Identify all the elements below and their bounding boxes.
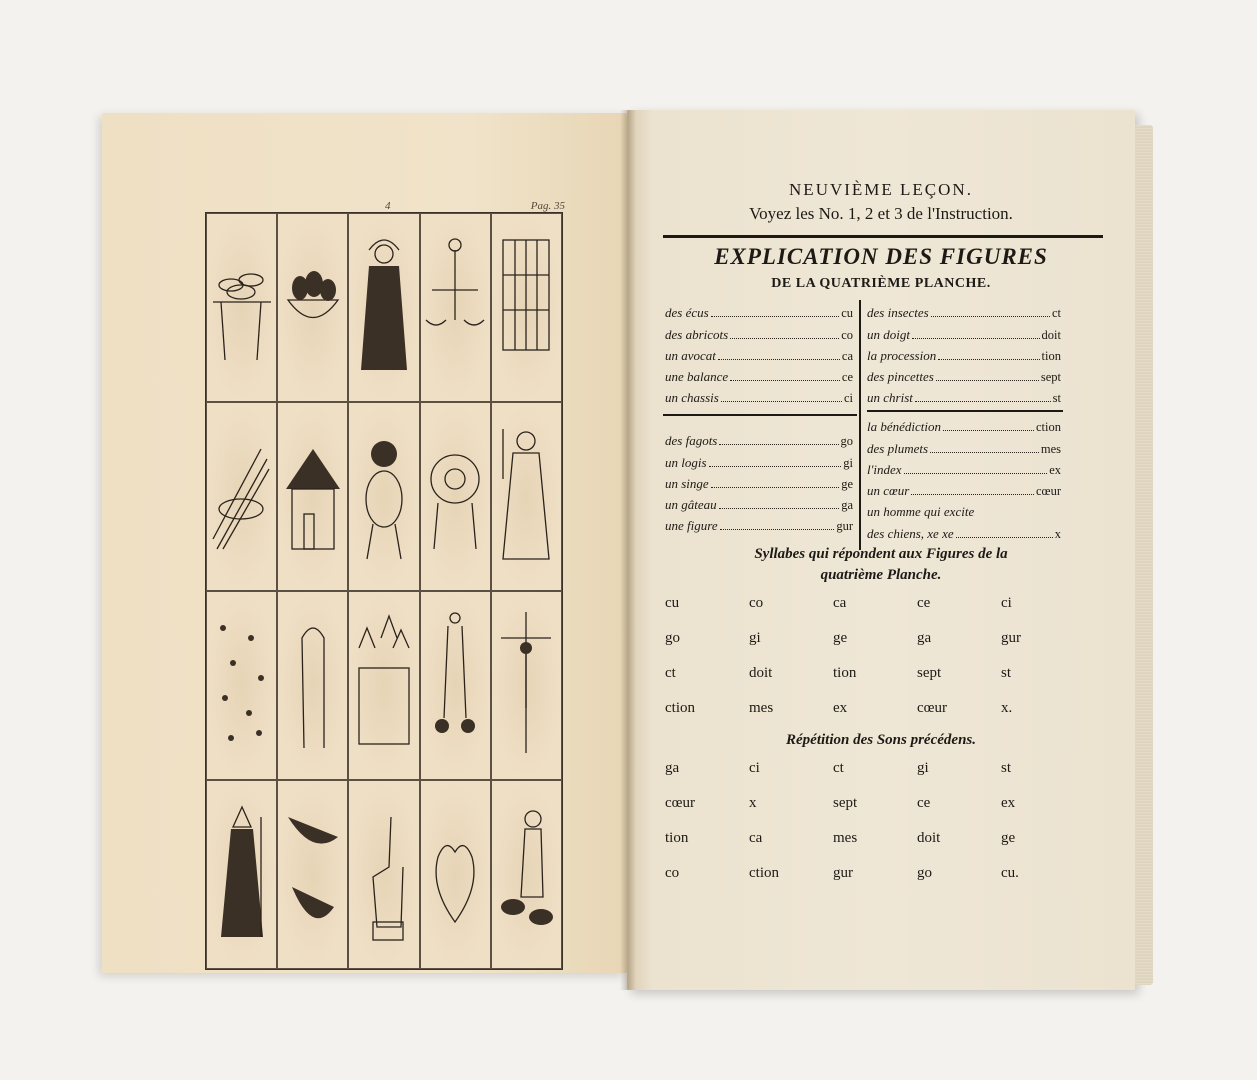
syllable-cell: cœur bbox=[665, 795, 695, 811]
open-book bbox=[100, 105, 1160, 985]
leader-dots bbox=[915, 401, 1051, 402]
figure-word: des abricots bbox=[665, 326, 729, 342]
leader-dots bbox=[943, 430, 1034, 431]
figure-syllable: ction bbox=[1036, 420, 1061, 435]
figure-list-b2 bbox=[867, 414, 1061, 542]
figure-syllable: ex bbox=[1049, 462, 1061, 477]
lesson-title: NEUVIÈME LEÇON. bbox=[789, 180, 973, 199]
figure-syllable: ct bbox=[1051, 306, 1061, 321]
plate-cell bbox=[491, 213, 562, 402]
syllable-cell: ga bbox=[665, 760, 680, 776]
figure-word: un doigt bbox=[867, 326, 910, 342]
figure-word: un singe bbox=[665, 475, 709, 491]
figure-syllable: gur bbox=[836, 519, 853, 534]
syllable-row bbox=[665, 830, 1085, 865]
house-icon bbox=[282, 419, 344, 574]
monkey-icon bbox=[353, 419, 415, 574]
syllables-title-line-2: quatrième Planche. bbox=[820, 567, 942, 583]
figure-syllable: x bbox=[1054, 526, 1061, 541]
figure-word: un chassis bbox=[665, 390, 719, 406]
figure-list-row bbox=[665, 449, 853, 470]
syllable-cell: st bbox=[1001, 665, 1012, 681]
figure-list-row bbox=[867, 364, 1061, 385]
leader-dots bbox=[720, 529, 835, 530]
figure-list-row bbox=[867, 435, 1061, 456]
plate-cell bbox=[420, 213, 491, 402]
figure-word: des insectes bbox=[867, 305, 929, 321]
leader-dots bbox=[904, 473, 1048, 474]
syllable-row bbox=[665, 760, 1085, 795]
syllable-cell: ge bbox=[833, 630, 848, 646]
plate-cell bbox=[420, 402, 491, 591]
illustration-plate bbox=[205, 212, 563, 970]
syllables-title-line-1: Syllabes qui répondent aux Figures de la bbox=[754, 546, 1008, 562]
plate-cell bbox=[420, 591, 491, 780]
leader-dots bbox=[711, 487, 839, 488]
syllable-cell: ci bbox=[1001, 595, 1012, 611]
figure-list-row bbox=[665, 364, 853, 385]
woman-figure-icon bbox=[495, 419, 557, 574]
syllable-cell: ci bbox=[749, 760, 760, 776]
figure-word: un cœur bbox=[867, 483, 910, 499]
syllable-cell: co bbox=[749, 595, 764, 611]
procession-icon bbox=[353, 608, 415, 763]
cake-icon bbox=[424, 419, 486, 574]
syllable-cell: doit bbox=[917, 830, 941, 846]
figure-word: des pincettes bbox=[867, 369, 934, 385]
syllable-cell: ction bbox=[665, 700, 695, 716]
syllable-cell: sept bbox=[917, 665, 942, 681]
syllable-cell: x. bbox=[1001, 700, 1013, 716]
figure-list-row bbox=[665, 428, 853, 449]
syllable-row bbox=[665, 795, 1085, 830]
plate-cell bbox=[348, 591, 419, 780]
plate-cell bbox=[348, 780, 419, 969]
window-frame-icon bbox=[495, 230, 557, 385]
leader-dots bbox=[911, 494, 1034, 495]
figure-syllable: tion bbox=[1041, 348, 1061, 363]
plate-cell bbox=[206, 213, 277, 402]
plate-cell bbox=[491, 780, 562, 969]
figure-syllable: st bbox=[1052, 391, 1061, 406]
syllable-row bbox=[665, 700, 1085, 735]
figure-word: une balance bbox=[665, 369, 729, 385]
pointing-hand-icon bbox=[353, 797, 415, 952]
heart-icon bbox=[424, 797, 486, 952]
syllable-row bbox=[665, 595, 1085, 630]
plate-cell bbox=[206, 402, 277, 591]
figure-syllable: co bbox=[841, 327, 853, 342]
column-divider bbox=[859, 300, 861, 550]
syllable-cell: tion bbox=[665, 830, 689, 846]
figure-syllable: ga bbox=[841, 498, 853, 513]
scale-icon bbox=[424, 230, 486, 385]
syllable-cell: ce bbox=[917, 595, 931, 611]
heading-rule bbox=[663, 235, 1103, 238]
syllable-cell: cu. bbox=[1001, 865, 1019, 881]
leader-dots bbox=[936, 380, 1039, 381]
syllable-cell: x bbox=[749, 795, 757, 811]
figure-list-row bbox=[867, 300, 1061, 321]
syllables-title bbox=[627, 544, 1135, 586]
syllable-cell: gur bbox=[1001, 630, 1021, 646]
figure-list-row bbox=[867, 520, 1061, 541]
plate-page-ref: Pag. 35 bbox=[530, 200, 565, 212]
figure-syllable: cœur bbox=[1036, 484, 1061, 499]
figure-list-row bbox=[665, 321, 853, 342]
syllable-cell: ga bbox=[917, 630, 932, 646]
syllable-cell: st bbox=[1001, 760, 1012, 776]
cakes-icon bbox=[211, 230, 273, 385]
syllable-cell: ex bbox=[833, 700, 848, 716]
fruit-basket-icon bbox=[282, 230, 344, 385]
plate-cell bbox=[420, 780, 491, 969]
crucifix-icon bbox=[495, 608, 557, 763]
feathers-icon bbox=[282, 797, 344, 952]
syllable-cell: ct bbox=[665, 665, 676, 681]
figure-syllable: ca bbox=[841, 348, 853, 363]
page-edges bbox=[1135, 125, 1153, 985]
plate-cell bbox=[206, 591, 277, 780]
plate-cell bbox=[348, 213, 419, 402]
syllable-cell: tion bbox=[833, 665, 857, 681]
leader-dots bbox=[709, 466, 842, 467]
figure-list-row bbox=[867, 321, 1061, 342]
figure-list-row bbox=[665, 385, 853, 406]
figure-word: un christ bbox=[867, 390, 913, 406]
leader-dots bbox=[718, 359, 840, 360]
figure-list-row bbox=[867, 414, 1061, 435]
figure-list-a2 bbox=[665, 428, 853, 534]
explication-title: EXPLICATION DES FIGURES bbox=[714, 244, 1048, 269]
syllable-cell: gi bbox=[749, 630, 761, 646]
figure-list-row bbox=[867, 457, 1061, 478]
figure-list-a1 bbox=[665, 300, 853, 406]
syllable-cell: ex bbox=[1001, 795, 1016, 811]
syllable-cell: ct bbox=[833, 760, 844, 776]
figure-syllable: gi bbox=[843, 455, 853, 470]
leader-dots bbox=[711, 316, 840, 317]
plate-cell bbox=[277, 780, 348, 969]
syllable-cell: ction bbox=[749, 865, 779, 881]
syllable-cell: co bbox=[665, 865, 680, 881]
figure-list-row bbox=[665, 471, 853, 492]
figure-syllable: ge bbox=[841, 476, 853, 491]
insects-icon bbox=[211, 608, 273, 763]
plate-cell bbox=[206, 780, 277, 969]
figure-word: la procession bbox=[867, 347, 937, 363]
syllable-cell: go bbox=[665, 630, 680, 646]
syllable-cell: go bbox=[917, 865, 932, 881]
syllables-grid bbox=[665, 595, 1085, 735]
syllable-cell: ge bbox=[1001, 830, 1016, 846]
syllable-row bbox=[665, 665, 1085, 700]
syllable-row bbox=[665, 630, 1085, 665]
section-divider-left bbox=[663, 414, 857, 416]
figure-word: la bénédiction bbox=[867, 419, 942, 435]
figure-word: des fagots bbox=[665, 433, 718, 449]
syllable-cell: ca bbox=[749, 830, 763, 846]
figure-list-row bbox=[867, 385, 1061, 406]
leader-dots bbox=[956, 537, 1053, 538]
syllable-cell: cu bbox=[665, 595, 680, 611]
tongs-icon bbox=[424, 608, 486, 763]
leader-dots bbox=[730, 338, 839, 339]
figure-syllable: go bbox=[840, 434, 853, 449]
repetition-title: Répétition des Sons précédens. bbox=[786, 732, 976, 748]
figure-syllable: mes bbox=[1040, 441, 1061, 456]
faggots-icon bbox=[211, 419, 273, 574]
instruction-reference: Voyez les No. 1, 2 et 3 de l'Instruction. bbox=[749, 204, 1013, 223]
leader-dots bbox=[931, 316, 1050, 317]
leader-dots bbox=[730, 380, 840, 381]
leader-dots bbox=[912, 338, 1040, 339]
syllable-cell: gur bbox=[833, 865, 853, 881]
figure-syllable: cu bbox=[841, 306, 853, 321]
leader-dots bbox=[719, 508, 840, 509]
figure-word: des plumets bbox=[867, 440, 929, 456]
figure-list-row bbox=[867, 499, 1061, 520]
man-with-dogs-icon bbox=[495, 797, 557, 952]
syllable-cell: ca bbox=[833, 595, 847, 611]
syllable-cell: doit bbox=[749, 665, 773, 681]
plate-cell bbox=[348, 402, 419, 591]
plate-cell bbox=[277, 402, 348, 591]
figure-syllable: ce bbox=[841, 370, 853, 385]
figure-syllable: ci bbox=[843, 391, 853, 406]
syllable-cell: mes bbox=[749, 700, 774, 716]
lawyer-icon bbox=[353, 230, 415, 385]
figure-syllable: doit bbox=[1041, 327, 1061, 342]
figure-word: une figure bbox=[665, 518, 718, 534]
leader-dots bbox=[938, 359, 1039, 360]
plate-cell bbox=[277, 213, 348, 402]
right-page-text bbox=[627, 110, 1135, 990]
figure-word: des chiens, xe xe bbox=[867, 525, 954, 541]
leader-dots bbox=[719, 444, 838, 445]
finger-icon bbox=[282, 608, 344, 763]
syllable-cell: sept bbox=[833, 795, 858, 811]
leader-dots bbox=[721, 401, 842, 402]
plate-number: 4 bbox=[385, 200, 391, 212]
bishop-blessing-icon bbox=[211, 797, 273, 952]
syllable-cell: mes bbox=[833, 830, 858, 846]
figure-word: des écus bbox=[665, 305, 709, 321]
leader-dots bbox=[930, 452, 1039, 453]
figure-word: un avocat bbox=[665, 347, 716, 363]
figure-list-b1 bbox=[867, 300, 1061, 406]
plate-cell bbox=[277, 591, 348, 780]
figure-list-row bbox=[665, 492, 853, 513]
repetition-grid bbox=[665, 760, 1085, 900]
plate-cell bbox=[491, 591, 562, 780]
section-divider-right bbox=[867, 410, 1063, 412]
figure-list-row bbox=[665, 513, 853, 534]
figure-word: un gâteau bbox=[665, 497, 717, 513]
explication-subtitle: DE LA QUATRIÈME PLANCHE. bbox=[771, 276, 991, 291]
figure-word: un logis bbox=[665, 454, 707, 470]
syllable-cell: ce bbox=[917, 795, 931, 811]
syllable-row bbox=[665, 865, 1085, 900]
figure-list-row bbox=[665, 343, 853, 364]
syllable-cell: cœur bbox=[917, 700, 947, 716]
figure-list-row bbox=[867, 343, 1061, 364]
plate-cell bbox=[491, 402, 562, 591]
figure-syllable: sept bbox=[1040, 370, 1061, 385]
figure-word: un homme qui excite bbox=[867, 504, 975, 520]
figure-list-row bbox=[867, 478, 1061, 499]
figure-word: l'index bbox=[867, 461, 902, 477]
syllable-cell: gi bbox=[917, 760, 929, 776]
figure-list-row bbox=[665, 300, 853, 321]
